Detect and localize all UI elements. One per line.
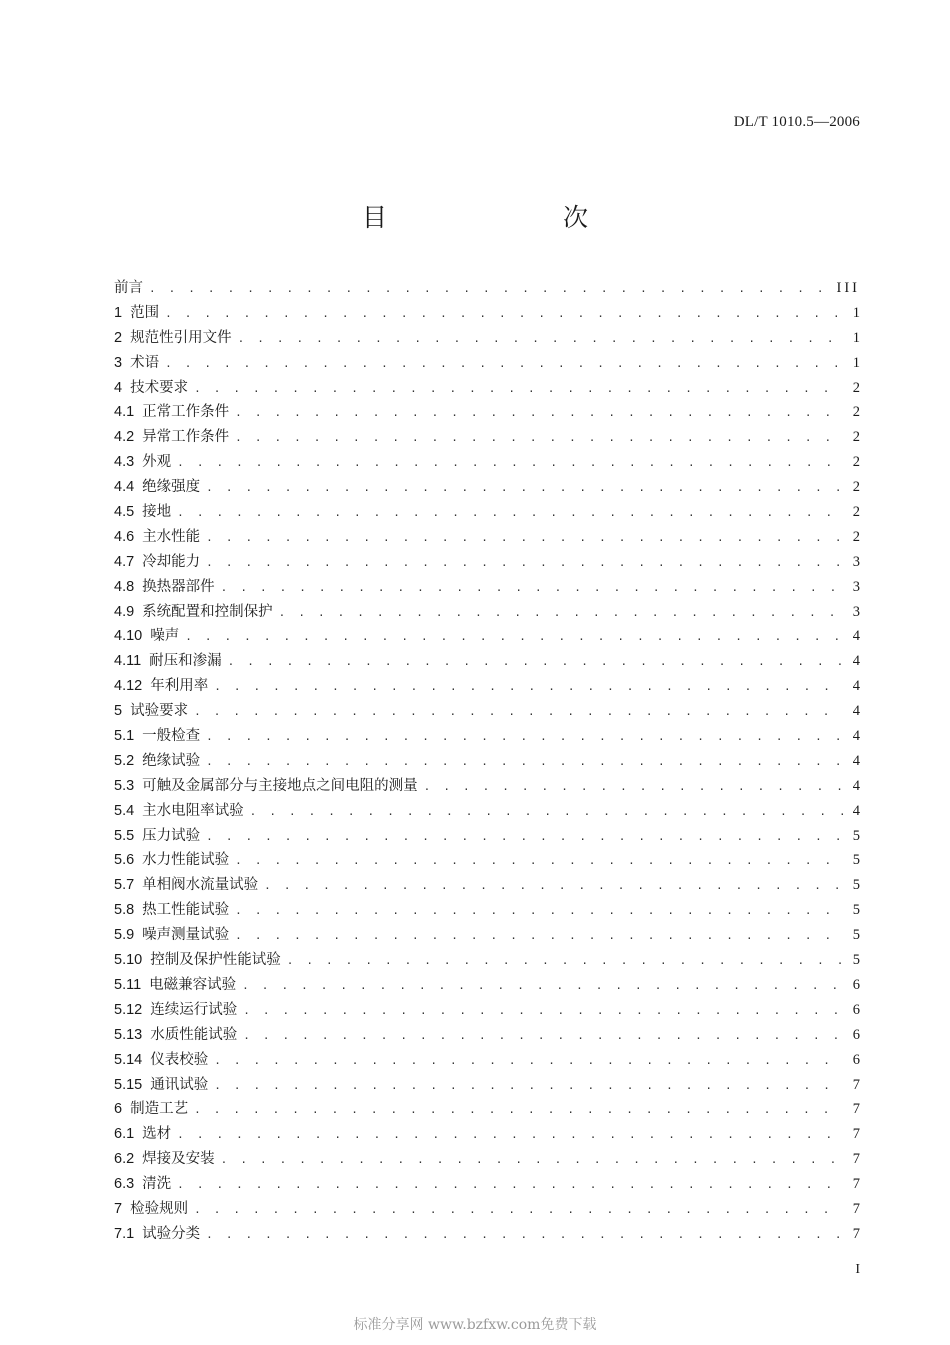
toc-dot-leader [279,601,844,626]
toc-entry[interactable] [114,998,860,1023]
toc-entry-page: 4 [852,653,860,670]
toc-entry-title: 范围 [130,304,160,321]
toc-entry[interactable] [114,1048,860,1073]
toc-entry-page: 4 [852,678,860,695]
toc-entry-number: 4.8 [114,578,135,595]
toc-entry-number: 4.11 [114,653,142,670]
toc-dot-leader [424,775,844,800]
toc-dot-leader [149,277,831,302]
toc-entry-number: 7.1 [114,1225,135,1242]
toc-entry-page: 4 [852,703,860,720]
toc-entry-title: 试验要求 [130,703,189,720]
table-of-contents [114,276,860,1247]
toc-entry-number: 4.9 [114,603,135,620]
toc-dot-leader [177,1123,844,1148]
toc-entry-page: 2 [852,454,860,471]
toc-entry[interactable] [114,400,860,425]
toc-entry[interactable] [114,848,860,873]
toc-entry-page: 7 [852,1200,860,1217]
toc-entry-title: 水质性能试验 [150,1026,238,1043]
toc-entry[interactable] [114,575,860,600]
toc-entry-number: 4.2 [114,429,135,446]
toc-entry-number: 6 [114,1101,123,1118]
toc-entry[interactable] [114,898,860,923]
toc-entry-title: 冷却能力 [142,553,201,570]
toc-entry-number: 5.10 [114,952,143,969]
toc-dot-leader [214,675,844,700]
toc-dot-leader [165,302,844,327]
toc-entry-title: 试验分类 [142,1225,201,1242]
toc-dot-leader [243,1024,844,1049]
toc-entry-page: 4 [852,802,860,819]
toc-entry-number: 5.2 [114,752,135,769]
toc-entry[interactable] [114,1147,860,1172]
toc-entry-number: 4.1 [114,404,135,421]
toc-entry-page: III [836,280,860,296]
toc-entry-page: 3 [852,553,860,570]
toc-entry[interactable] [114,948,860,973]
toc-entry-number: 2 [114,329,123,346]
toc-entry-title: 主水电阻率试验 [142,802,244,819]
toc-entry-page: 2 [852,479,860,496]
toc-dot-leader [250,800,844,825]
toc-entry-title: 一般检查 [142,728,201,745]
toc-entry-title: 清洗 [142,1176,172,1193]
toc-entry[interactable] [114,649,860,674]
toc-entry-title: 水力性能试验 [142,852,230,869]
toc-entry[interactable] [114,799,860,824]
toc-entry-title: 热工性能试验 [142,902,230,919]
toc-entry[interactable] [114,1222,860,1247]
toc-dot-leader [221,1148,844,1173]
toc-entry-number: 1 [114,304,123,321]
toc-entry-number: 5.6 [114,852,135,869]
toc-entry[interactable] [114,1023,860,1048]
toc-entry-title: 控制及保护性能试验 [150,952,281,969]
toc-entry-page: 4 [852,628,860,645]
toc-entry[interactable] [114,973,860,998]
toc-entry[interactable] [114,774,860,799]
toc-entry[interactable] [114,873,860,898]
toc-entry-title: 外观 [142,454,172,471]
toc-entry-title: 单相阀水流量试验 [142,877,259,894]
toc-entry-title: 术语 [130,354,160,371]
toc-entry-page: 2 [852,504,860,521]
toc-dot-leader [177,501,844,526]
toc-entry[interactable] [114,1197,860,1222]
toc-entry-number: 4.3 [114,454,135,471]
toc-entry-page: 3 [852,578,860,595]
toc-entry-number: 5.13 [114,1026,143,1043]
toc-entry-page: 4 [852,777,860,794]
toc-dot-leader [165,352,844,377]
toc-entry[interactable] [114,500,860,525]
toc-dot-leader [242,974,844,999]
toc-entry-title: 异常工作条件 [142,429,230,446]
toc-entry-title: 噪声 [150,628,180,645]
toc-entry-number: 5.3 [114,777,135,794]
toc-entry[interactable] [114,376,860,401]
toc-entry-title: 主水性能 [142,528,201,545]
toc-entry-page: 4 [852,728,860,745]
toc-entry-number: 4.7 [114,553,135,570]
toc-entry-page: 2 [852,404,860,421]
toc-entry[interactable] [114,1073,860,1098]
toc-entry[interactable] [114,624,860,649]
toc-entry-number: 4.6 [114,528,135,545]
toc-dot-leader [206,725,844,750]
document-code: DL/T 1010.5—2006 [733,114,860,130]
toc-entry[interactable] [114,923,860,948]
toc-entry[interactable] [114,699,860,724]
toc-dot-leader [235,924,844,949]
toc-entry-page: 6 [852,1051,860,1068]
toc-entry-number: 4.5 [114,504,135,521]
page-title: 目 次 [361,203,630,232]
toc-entry-number: 5.14 [114,1051,143,1068]
toc-entry-page: 5 [852,852,860,869]
toc-entry-page: 1 [852,329,860,346]
toc-entry-title: 电磁兼容试验 [149,976,237,993]
toc-entry[interactable] [114,724,860,749]
toc-dot-leader [235,899,844,924]
toc-dot-leader [214,1049,844,1074]
toc-entry-title: 仪表校验 [150,1051,209,1068]
toc-entry-number: 3 [114,354,123,371]
toc-dot-leader [264,874,844,899]
toc-dot-leader [243,999,844,1024]
toc-entry-page: 3 [852,603,860,620]
toc-entry-title: 系统配置和控制保护 [142,603,273,620]
toc-entry-number: 6.3 [114,1176,135,1193]
toc-dot-leader [194,377,844,402]
toc-entry-number: 5.9 [114,927,135,944]
toc-entry-page: 7 [852,1225,860,1242]
toc-entry[interactable] [114,525,860,550]
toc-entry-title: 压力试验 [142,827,201,844]
toc-entry-title: 检验规则 [130,1200,189,1217]
toc-entry-page: 6 [852,976,860,993]
toc-entry-number: 5.5 [114,827,135,844]
toc-dot-leader [206,750,844,775]
toc-entry-page: 7 [852,1176,860,1193]
toc-entry-page: 5 [852,827,860,844]
toc-dot-leader [238,327,844,352]
toc-entry-page: 5 [852,902,860,919]
toc-entry-title: 可触及金属部分与主接地点之间电阻的测量 [142,777,418,794]
toc-dot-leader [194,700,844,725]
toc-entry-page: 2 [852,429,860,446]
toc-entry-title: 制造工艺 [130,1101,189,1118]
toc-entry-page: 5 [852,877,860,894]
toc-entry[interactable] [114,824,860,849]
toc-entry-number: 6.1 [114,1126,135,1143]
toc-entry[interactable] [114,326,860,351]
toc-entry[interactable] [114,1172,860,1197]
toc-entry-title: 焊接及安装 [142,1151,215,1168]
toc-entry-title: 通讯试验 [150,1076,209,1093]
toc-entry-page: 6 [852,1026,860,1043]
toc-entry-page: 5 [852,952,860,969]
toc-dot-leader [235,426,844,451]
toc-entry-number: 5.7 [114,877,135,894]
toc-dot-leader [177,451,844,476]
toc-dot-leader [287,949,844,974]
toc-entry-number: 7 [114,1200,123,1217]
toc-entry-page: 7 [852,1126,860,1143]
toc-dot-leader [235,401,844,426]
toc-entry-number: 5.4 [114,802,135,819]
toc-entry-number: 5.1 [114,728,135,745]
toc-entry-title: 年利用率 [150,678,209,695]
toc-entry-page: 2 [852,528,860,545]
toc-entry-number: 4.12 [114,678,143,695]
toc-entry-title: 技术要求 [130,379,189,396]
toc-dot-leader [206,1223,844,1248]
toc-dot-leader [228,650,844,675]
toc-dot-leader [194,1098,844,1123]
toc-entry[interactable] [114,550,860,575]
toc-entry-number: 5 [114,703,123,720]
toc-entry-number: 4.10 [114,628,143,645]
toc-entry-title: 绝缘强度 [142,479,201,496]
toc-entry-page: 2 [852,379,860,396]
toc-entry-page: 5 [852,927,860,944]
toc-dot-leader [185,625,844,650]
toc-entry-page: 1 [852,354,860,371]
toc-entry[interactable] [114,450,860,475]
toc-entry-page: 6 [852,1001,860,1018]
toc-entry-title: 规范性引用文件 [130,329,232,346]
toc-entry[interactable] [114,475,860,500]
toc-entry-number: 5.11 [114,976,142,993]
toc-entry[interactable] [114,351,860,376]
toc-dot-leader [194,1198,844,1223]
toc-entry-number: 4 [114,379,123,396]
toc-entry-number: 5.8 [114,902,135,919]
toc-entry-page: 4 [852,752,860,769]
toc-entry[interactable] [114,425,860,450]
toc-entry-number: 5.12 [114,1001,143,1018]
toc-entry-page: 1 [852,304,860,321]
toc-entry-title: 接地 [142,504,172,521]
toc-entry[interactable] [114,749,860,774]
toc-dot-leader [214,1074,844,1099]
watermark-text: 标准分享网 www.bzfxw.com免费下载 [353,1317,597,1333]
toc-entry[interactable] [114,1097,860,1122]
toc-entry-title: 耐压和渗漏 [149,653,222,670]
toc-dot-leader [206,825,844,850]
toc-entry[interactable] [114,1122,860,1147]
page-number: I [855,1262,860,1277]
toc-entry-title: 前言 [114,280,143,296]
toc-entry-title: 选材 [142,1126,172,1143]
toc-dot-leader [206,551,844,576]
toc-entry[interactable] [114,600,860,625]
toc-entry-page: 7 [852,1076,860,1093]
toc-entry[interactable] [114,674,860,699]
toc-entry-title: 绝缘试验 [142,752,201,769]
toc-entry[interactable] [114,276,860,301]
toc-dot-leader [206,476,844,501]
toc-entry[interactable] [114,301,860,326]
toc-dot-leader [206,526,844,551]
toc-dot-leader [177,1173,844,1198]
toc-entry-number: 5.15 [114,1076,143,1093]
toc-entry-page: 7 [852,1101,860,1118]
toc-entry-page: 7 [852,1151,860,1168]
toc-entry-title: 正常工作条件 [142,404,230,421]
toc-dot-leader [235,849,844,874]
toc-entry-title: 换热器部件 [142,578,215,595]
toc-dot-leader [221,576,844,601]
toc-entry-title: 噪声测量试验 [142,927,230,944]
toc-entry-title: 连续运行试验 [150,1001,238,1018]
toc-entry-number: 4.4 [114,479,135,496]
toc-entry-number: 6.2 [114,1151,135,1168]
